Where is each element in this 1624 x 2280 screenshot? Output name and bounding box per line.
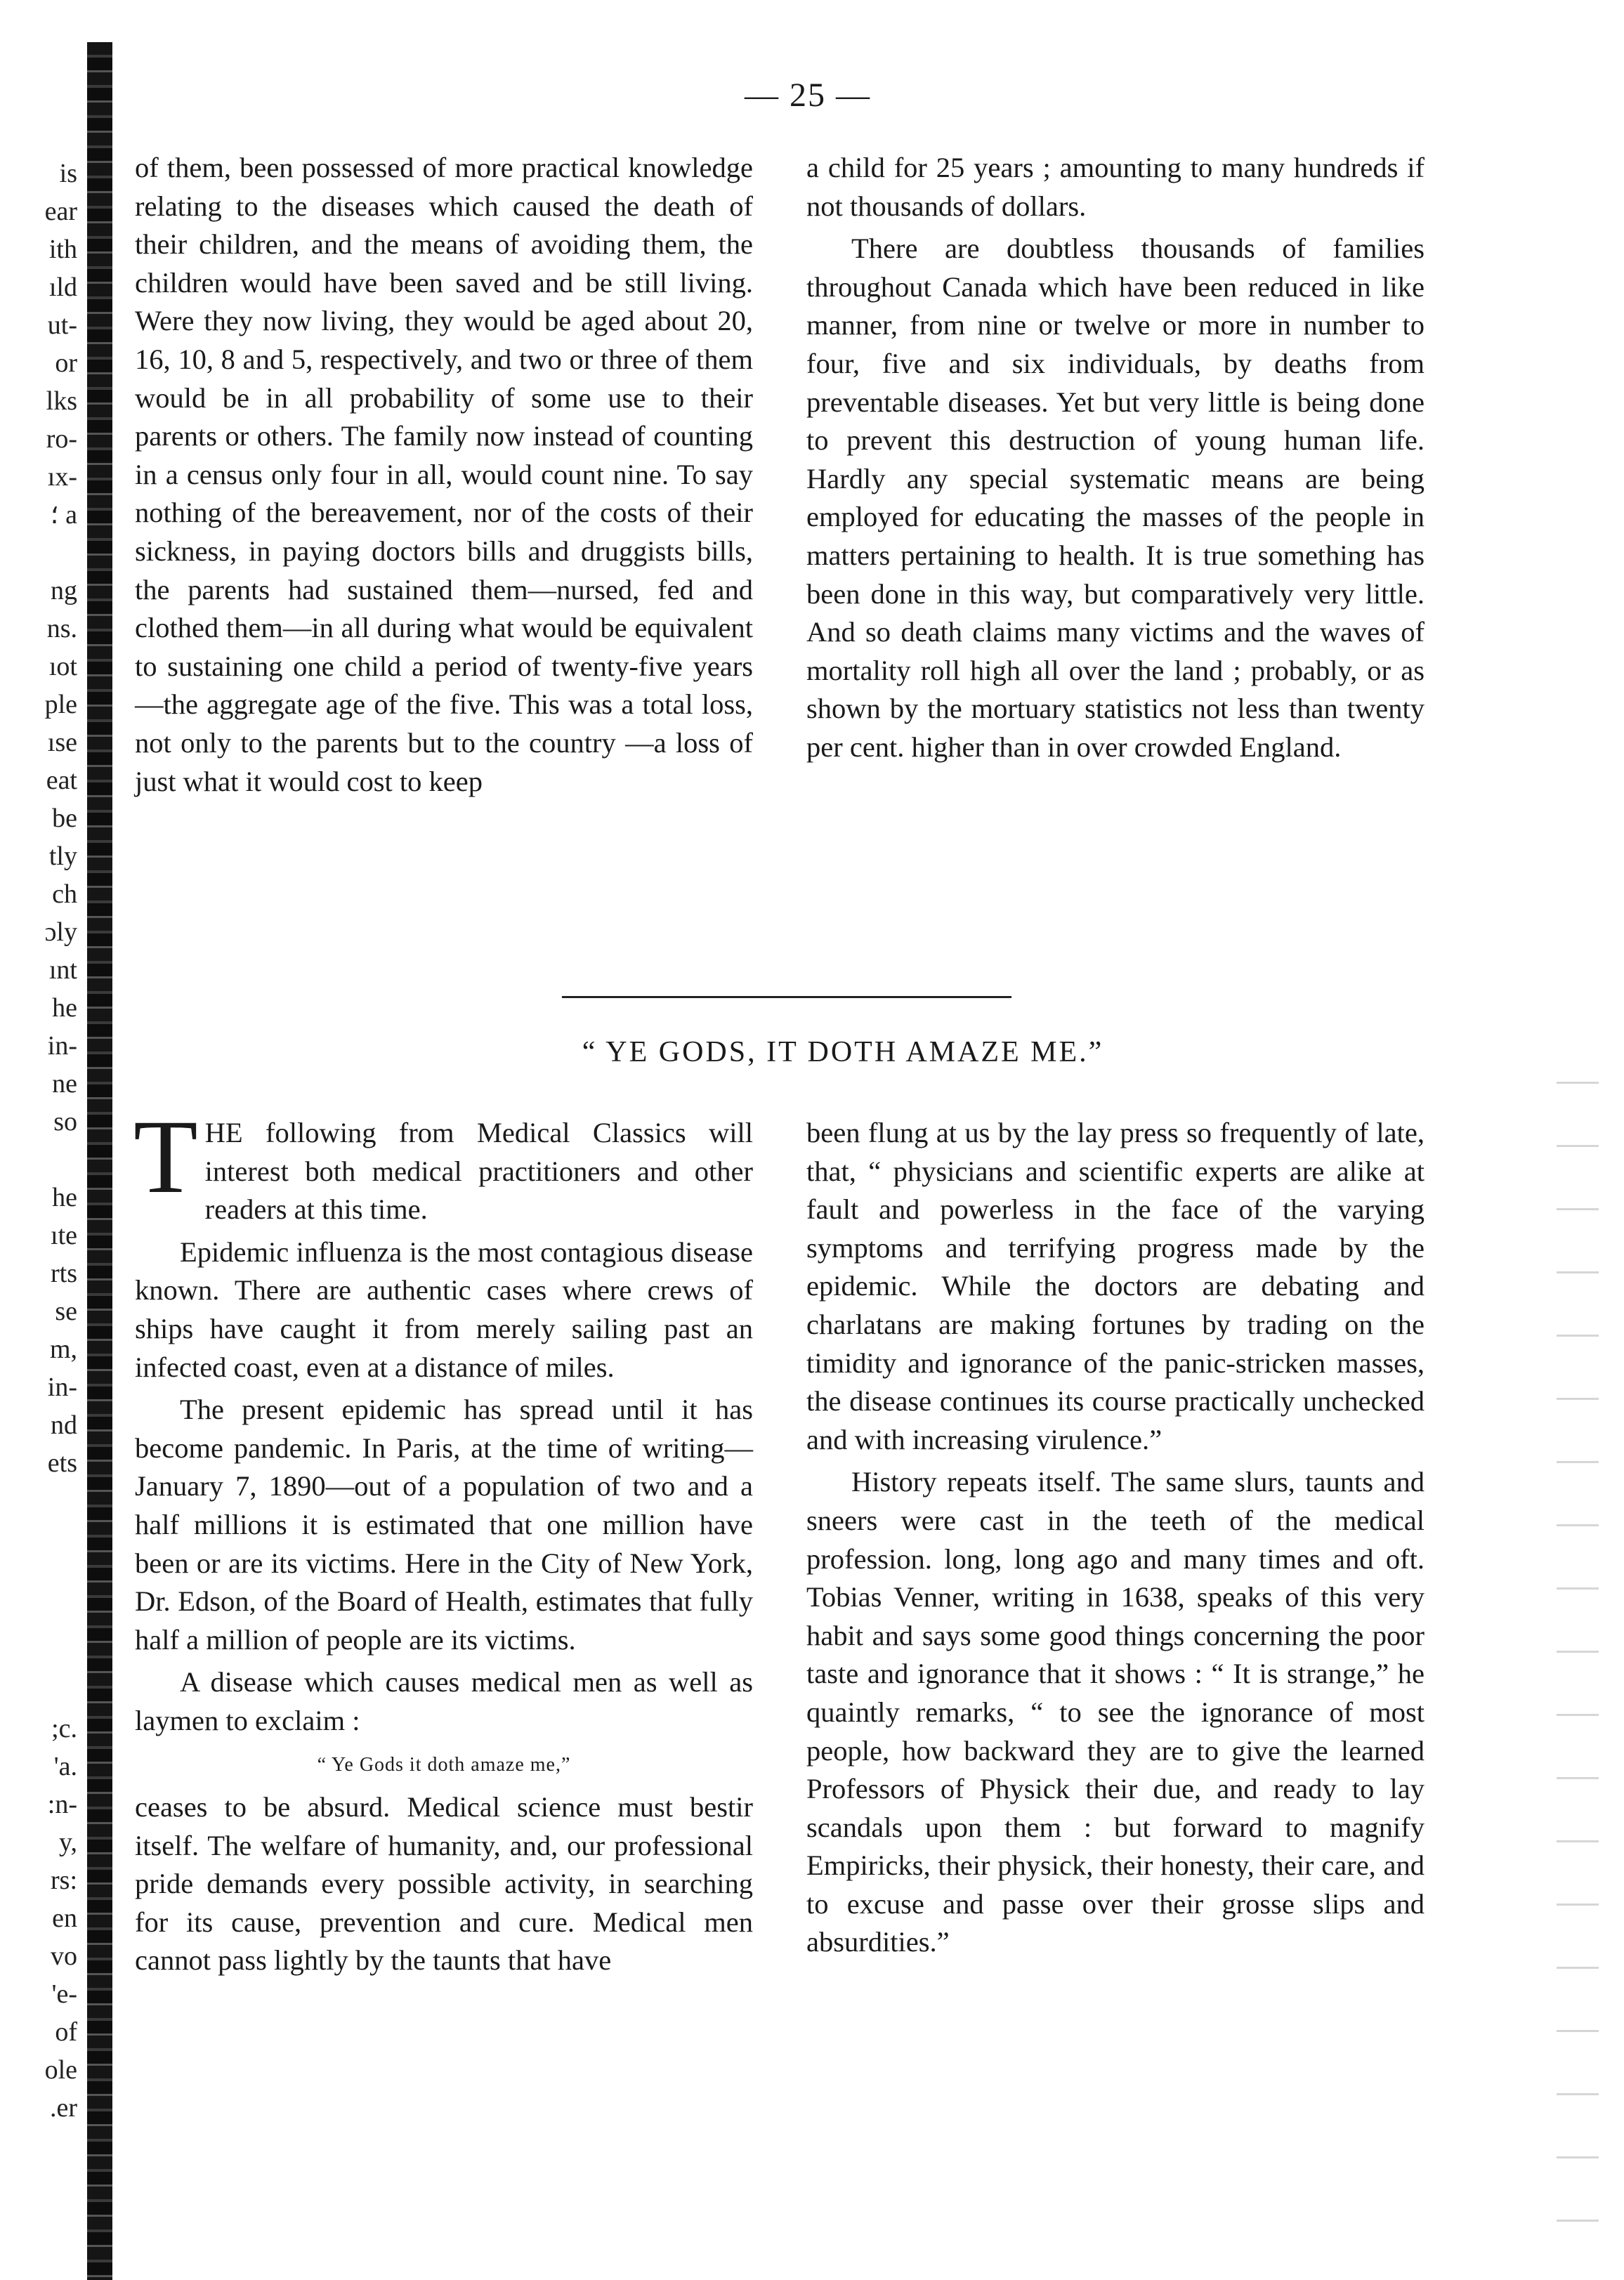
- margin-fragment: so: [53, 1107, 77, 1136]
- margin-fragment: ıot: [48, 652, 77, 681]
- margin-fragment: be: [52, 804, 77, 833]
- margin-fragment: :n-: [47, 1790, 77, 1819]
- margin-fragment: ne: [52, 1069, 77, 1099]
- quoted-verse: “ Ye Gods it doth amaze me,”: [317, 1753, 571, 1776]
- margin-fragment: [0, 1558, 77, 1596]
- margin-fragment: ınt: [48, 955, 77, 985]
- article2-heading: “ YE GODS, IT DOTH AMAZE ME.”: [582, 1036, 1104, 1068]
- margin-fragment: or: [55, 348, 77, 378]
- article1-right-paragraph-2: There are doubtless thousands of families throughout Canada which have been reduced in like manner, from nine or twelve or more in number to four, five and six individuals, by deaths from preventable diseases. Yet but very little is being done to prevent this destruction of young human life. Hardly any special systematic means are being employed for educating the masses of the people in matters pertaining to health. It is true something has been done in this way, but comparatively very little. And so death claims many victims and the waves of mortality roll high all over the land ; probably, or as shown by the mortuary statistics not less than twenty per cent. higher than in over crowded England.: [806, 232, 1425, 763]
- page-number: — 25 —: [745, 77, 871, 114]
- margin-fragment: rts: [51, 1259, 77, 1288]
- article1-left-column: [135, 149, 753, 801]
- article2-right-paragraph-1: been flung at us by the lay press so frequently of late, that, “ physicians and scientific experts are alike at fault and powerless in the face of the varying symptoms and terrifying progress made by the epidemic. While the doctors are debating and charlatans are making fortunes by trading on the timidity and ignorance of the panic-stricken masses, the disease continues its course practically unchecked and with increasing virulence.”: [806, 1117, 1425, 1455]
- margin-fragment: ıx-: [47, 462, 77, 492]
- margin-fragment: is: [59, 159, 77, 188]
- margin-fragment: ple: [44, 690, 77, 719]
- margin-fragment: y,: [58, 1828, 77, 1857]
- margin-fragment: lks: [46, 386, 77, 416]
- article2-left-paragraph-3: The present epidemic has spread until it has become pandemic. In Paris, at the time of writing—January 7, 1890—out of a population of two and a half millions it is estimated that one million have been or are its victims. Here in the City of New York, Dr. Edson, of the Board of Health, estimates that fully half a million of people are its victims.: [135, 1394, 753, 1656]
- margin-fragment: in-: [47, 1372, 77, 1402]
- margin-fragment: .er: [49, 2093, 77, 2123]
- margin-fragment: ıld: [48, 273, 77, 302]
- margin-fragment: 'e-: [51, 1979, 77, 2009]
- margin-fragment: [0, 1672, 77, 1710]
- article1-right-column: [806, 149, 1425, 767]
- article1-right-paragraph-1: a child for 25 years ; amounting to many hundreds if not thousands of dollars.: [806, 152, 1425, 222]
- margin-fragment: [0, 1141, 77, 1179]
- margin-fragment: [0, 1634, 77, 1672]
- margin-fragment: ets: [47, 1448, 77, 1478]
- article2-left-paragraph-2: Epidemic influenza is the most contagious disease known. There are authentic cases where crews of ships have caught it from merely sailing past an infected coast, even at a distance of miles.: [135, 1236, 753, 1383]
- article2-intro-text: HE following from Medical Classics will interest both medical practitioners and other readers at this time.: [204, 1117, 753, 1226]
- article2-right-column: [806, 1114, 1425, 1962]
- margin-fragment: 'a.: [53, 1752, 77, 1781]
- margin-fragment: rs:: [51, 1866, 77, 1895]
- margin-fragment: ng: [51, 576, 77, 605]
- margin-fragment: m,: [49, 1335, 77, 1364]
- margin-fragment: ear: [44, 197, 77, 226]
- margin-fragment: tly: [48, 841, 77, 871]
- margin-fragment: ut-: [47, 310, 77, 340]
- scan-noise-specks: [1557, 1054, 1599, 2248]
- margin-fragment: ɔly: [44, 917, 77, 947]
- article2-right-paragraph-2: History repeats itself. The same slurs, taunts and sneers were cast in the teeth of the medical profession. long, long ago and many times and oft. Tobias Venner, writing in 1638, speaks of this very habit and says some good things concerning the poor taste and ignorance that it shows : “ It is strange,” he quaintly remarks, “ to see the ignorance of most people, how backward they are to give the learned Professors of Physick their due, and ready to lay scandals upon them : but forward to magnify Empiricks, their physick, their honesty, their care, and to excuse and passe over their grosse slips and absurdities.”: [806, 1466, 1425, 1958]
- margin-fragment: of: [55, 2017, 77, 2047]
- margin-fragment: ith: [48, 235, 77, 264]
- article2-left-paragraph-1: [133, 1099, 753, 1229]
- article2-left-column: [133, 1099, 753, 1980]
- margin-fragment: vo: [51, 1941, 77, 1971]
- margin-fragment: he: [52, 993, 77, 1023]
- margin-fragment: ch: [52, 879, 77, 909]
- margin-fragment: ro-: [46, 424, 77, 454]
- margin-fragment: se: [55, 1297, 77, 1326]
- article2-left-paragraph-5: ceases to be absurd. Medical science must bestir itself. The welfare of humanity, and, our professional pride demands every possible activity, in searching for its cause, prevention and cure. Medical men cannot pass lightly by the taunts that have: [135, 1791, 753, 1977]
- margin-fragment: ns.: [46, 614, 77, 643]
- article1-left-paragraph: of them, been possessed of more practical knowledge relating to the diseases which caused the death of their children, and the means of avoiding them, the children would have been saved and be still living. Were they now living, they would be aged about 20, 16, 10, 8 and 5, respectively, and two or three of them would be in all probability of some use to their parents or others. The family now instead of counting in a census only four in all, would count nine. To say nothing of the bereavement, nor of the costs of their sickness, in paying doctors bills and druggists bills, the parents had sustained them—nursed, fed and clothed them—in all during what would be equivalent to sustaining one child a period of twenty-five years—the aggregate age of the five. This was a total loss, not only to the parents but to the country —a loss of just what it would cost to keep: [135, 152, 753, 797]
- margin-fragment: nd: [51, 1410, 77, 1440]
- margin-fragment: he: [52, 1183, 77, 1212]
- margin-fragment: in-: [47, 1031, 77, 1061]
- drop-cap: T: [133, 1099, 198, 1215]
- margin-fragment: [0, 1520, 77, 1558]
- margin-fragment: [0, 1482, 77, 1520]
- margin-fragment: ole: [44, 2055, 77, 2085]
- margin-fragment: [0, 534, 77, 572]
- margin-fragment: [0, 1596, 77, 1634]
- margin-fragment: ;c.: [51, 1714, 77, 1743]
- article2-left-paragraph-4: A disease which causes medical men as well as laymen to exclaim :: [135, 1666, 753, 1736]
- margin-fragment: ؛ a: [50, 500, 77, 530]
- margin-fragment: en: [52, 1904, 77, 1933]
- section-divider: [562, 996, 1011, 998]
- margin-fragment: ıte: [51, 1221, 77, 1250]
- margin-fragment: eat: [46, 766, 77, 795]
- book-spine-shadow: [87, 42, 112, 2280]
- margin-fragment: ıse: [47, 728, 77, 757]
- facing-page-margin-text: [0, 155, 77, 2127]
